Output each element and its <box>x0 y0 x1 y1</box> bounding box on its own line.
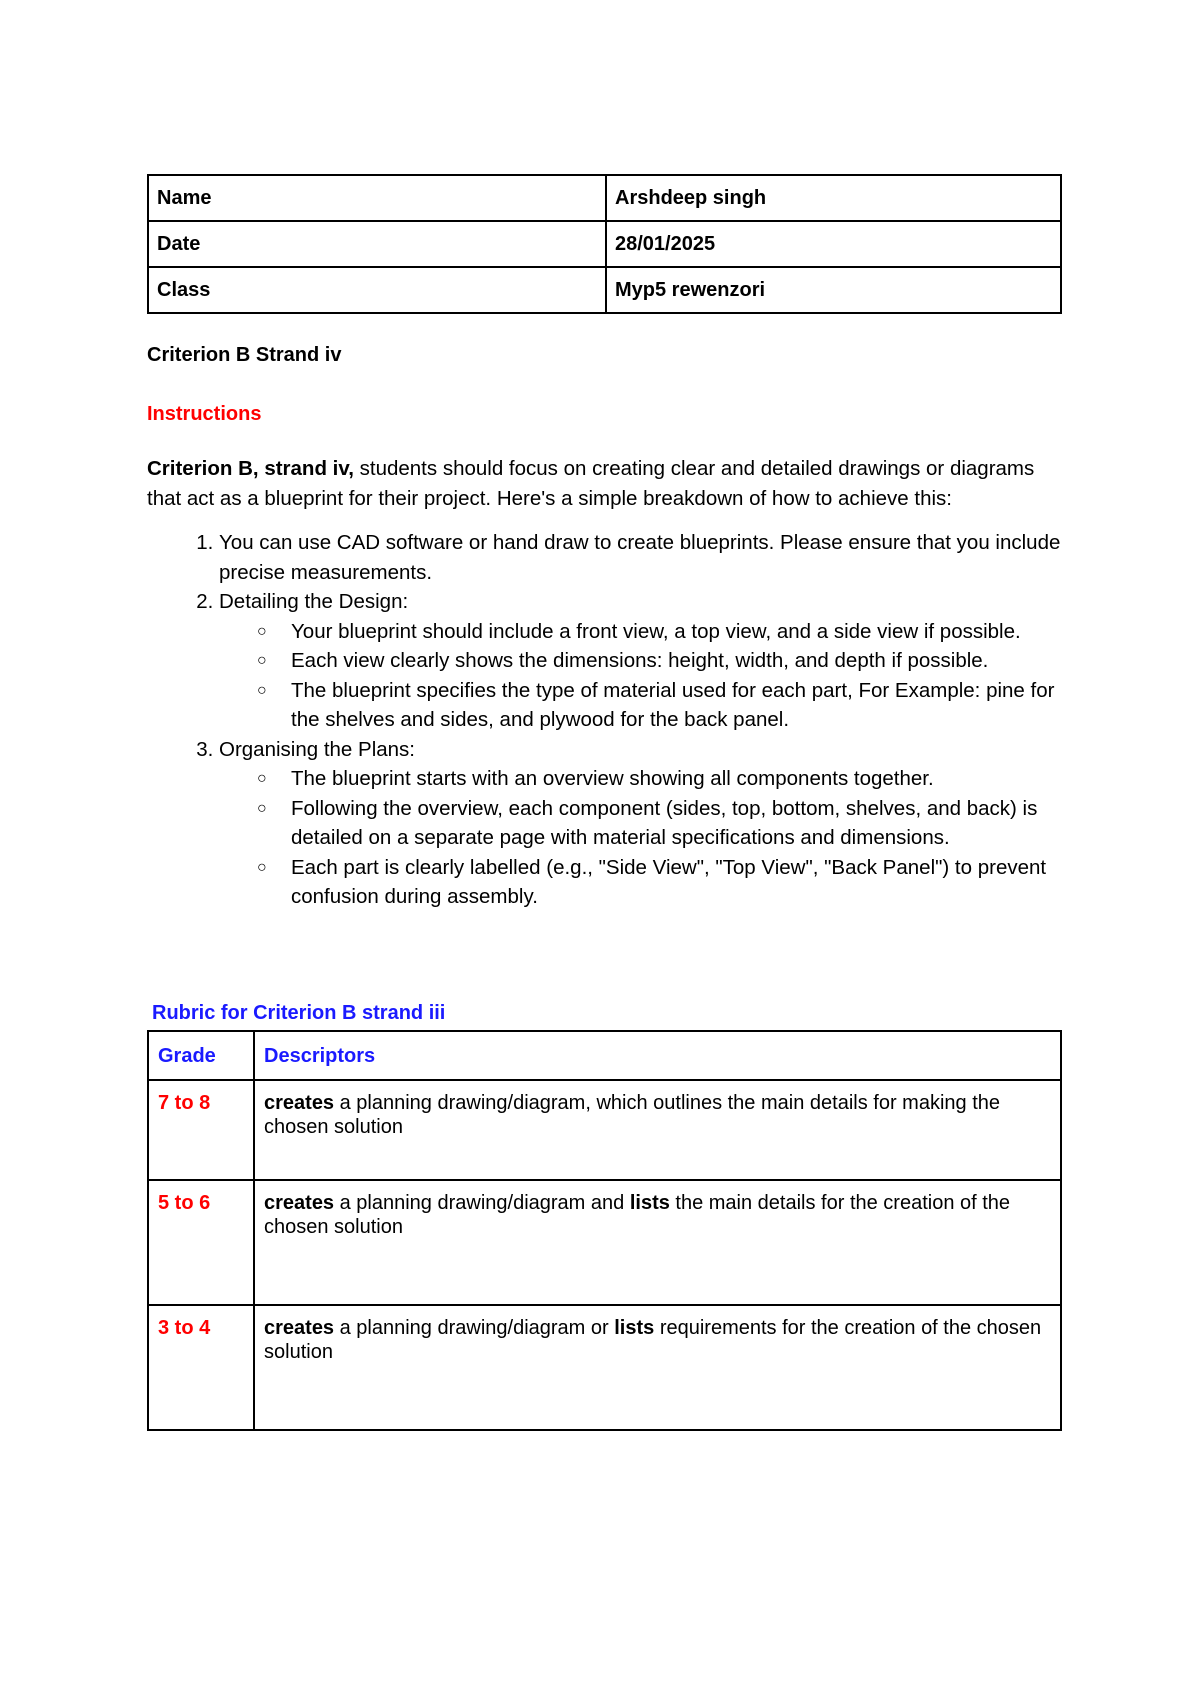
circle-bullet-icon: ○ <box>257 770 267 787</box>
criterion-title: Criterion B Strand iv <box>147 344 342 366</box>
info-row-date <box>148 221 1061 267</box>
sub-item <box>257 764 1062 794</box>
info-label: Date <box>148 221 606 267</box>
step-text: You can use CAD software or hand draw to create blueprints. Please ensure that you include precise measurements. <box>219 531 1061 584</box>
sub-list <box>219 764 1062 912</box>
info-label: Name <box>148 175 606 221</box>
step-item <box>219 528 1062 587</box>
sub-item <box>257 617 1062 647</box>
descriptor-text: a planning drawing/diagram, which outlines the main details for making the chosen solution <box>264 1091 1000 1138</box>
rubric-descriptor <box>254 1305 1061 1430</box>
descriptor-text: a planning drawing/diagram or <box>334 1316 615 1339</box>
descriptor-keyword: creates <box>264 1316 335 1339</box>
sub-item-text: The blueprint specifies the type of material used for each part, For Example: pine for the shelves and sides, and plywood for the back panel. <box>291 678 1055 731</box>
info-row-class <box>148 267 1061 313</box>
sub-item <box>257 676 1062 735</box>
descriptor-keyword: lists <box>614 1316 655 1339</box>
sub-list <box>219 617 1062 735</box>
descriptor-text: the main details for the creation of the chosen solution <box>264 1191 1011 1238</box>
rubric-row <box>148 1080 1061 1180</box>
step-item <box>219 735 1062 912</box>
document-content <box>147 174 1062 1431</box>
rubric-grade: 5 to 6 <box>148 1180 254 1305</box>
circle-bullet-icon: ○ <box>257 681 267 699</box>
rubric-grade: 3 to 4 <box>148 1305 254 1430</box>
intro-bold-lead: Criterion B, strand iv, <box>147 457 354 480</box>
rubric-header-descriptors: Descriptors <box>254 1031 1061 1080</box>
descriptor-text: a planning drawing/diagram and <box>334 1191 630 1214</box>
circle-bullet-icon: ○ <box>257 652 267 669</box>
student-info-table <box>147 174 1062 314</box>
sub-item-text: Following the overview, each component (sides, top, bottom, shelves, and back) is detailed on a separate page with material specifications and dimensions. <box>291 796 1038 849</box>
rubric-descriptor <box>254 1080 1061 1180</box>
rubric-header-grade: Grade <box>148 1031 254 1080</box>
rubric-descriptor <box>254 1180 1061 1305</box>
descriptor-text: requirements for the creation of the chosen solution <box>264 1316 1042 1363</box>
info-label: Class <box>148 267 606 313</box>
descriptor-keyword: creates <box>264 1191 335 1214</box>
circle-bullet-icon: ○ <box>257 799 267 817</box>
instructions-heading: Instructions <box>147 403 262 425</box>
sub-item <box>257 646 1062 676</box>
circle-bullet-icon: ○ <box>257 622 267 640</box>
sub-item <box>257 794 1062 853</box>
intro-paragraph <box>147 454 1047 514</box>
sub-item-text: The blueprint starts with an overview showing all components together. <box>291 767 934 790</box>
step-text: Detailing the Design: <box>219 590 409 613</box>
sub-item-text: Each part is clearly labelled (e.g., "Side View", "Top View", "Back Panel") to prevent confusion during assembly. <box>291 855 1047 908</box>
intro-text: students should focus on creating clear and detailed drawings or diagrams that act as a blueprint for their project. Here's a simple breakdown of how to achieve this: <box>147 457 1035 510</box>
rubric-header-row <box>148 1031 1061 1080</box>
sub-item-text: Your blueprint should include a front view, a top view, and a side view if possible. <box>291 619 1021 643</box>
descriptor-keyword: lists <box>629 1191 670 1214</box>
step-text: Organising the Plans: <box>219 737 416 761</box>
info-row-name <box>148 175 1061 221</box>
info-value: Arshdeep singh <box>606 175 1061 221</box>
rubric-table <box>147 1030 1062 1431</box>
info-value: Myp5 rewenzori <box>606 267 1061 313</box>
rubric-title: Rubric for Criterion B strand iii <box>152 1001 446 1024</box>
info-value: 28/01/2025 <box>606 221 1061 267</box>
rubric-row <box>148 1305 1061 1430</box>
sub-item-text: Each view clearly shows the dimensions: height, width, and depth if possible. <box>291 649 989 672</box>
descriptor-keyword: creates <box>264 1091 335 1114</box>
step-item <box>219 587 1062 735</box>
rubric-row <box>148 1180 1061 1305</box>
circle-bullet-icon: ○ <box>257 858 267 876</box>
rubric-grade: 7 to 8 <box>148 1080 254 1180</box>
sub-item <box>257 853 1062 912</box>
steps-list <box>147 528 1062 912</box>
